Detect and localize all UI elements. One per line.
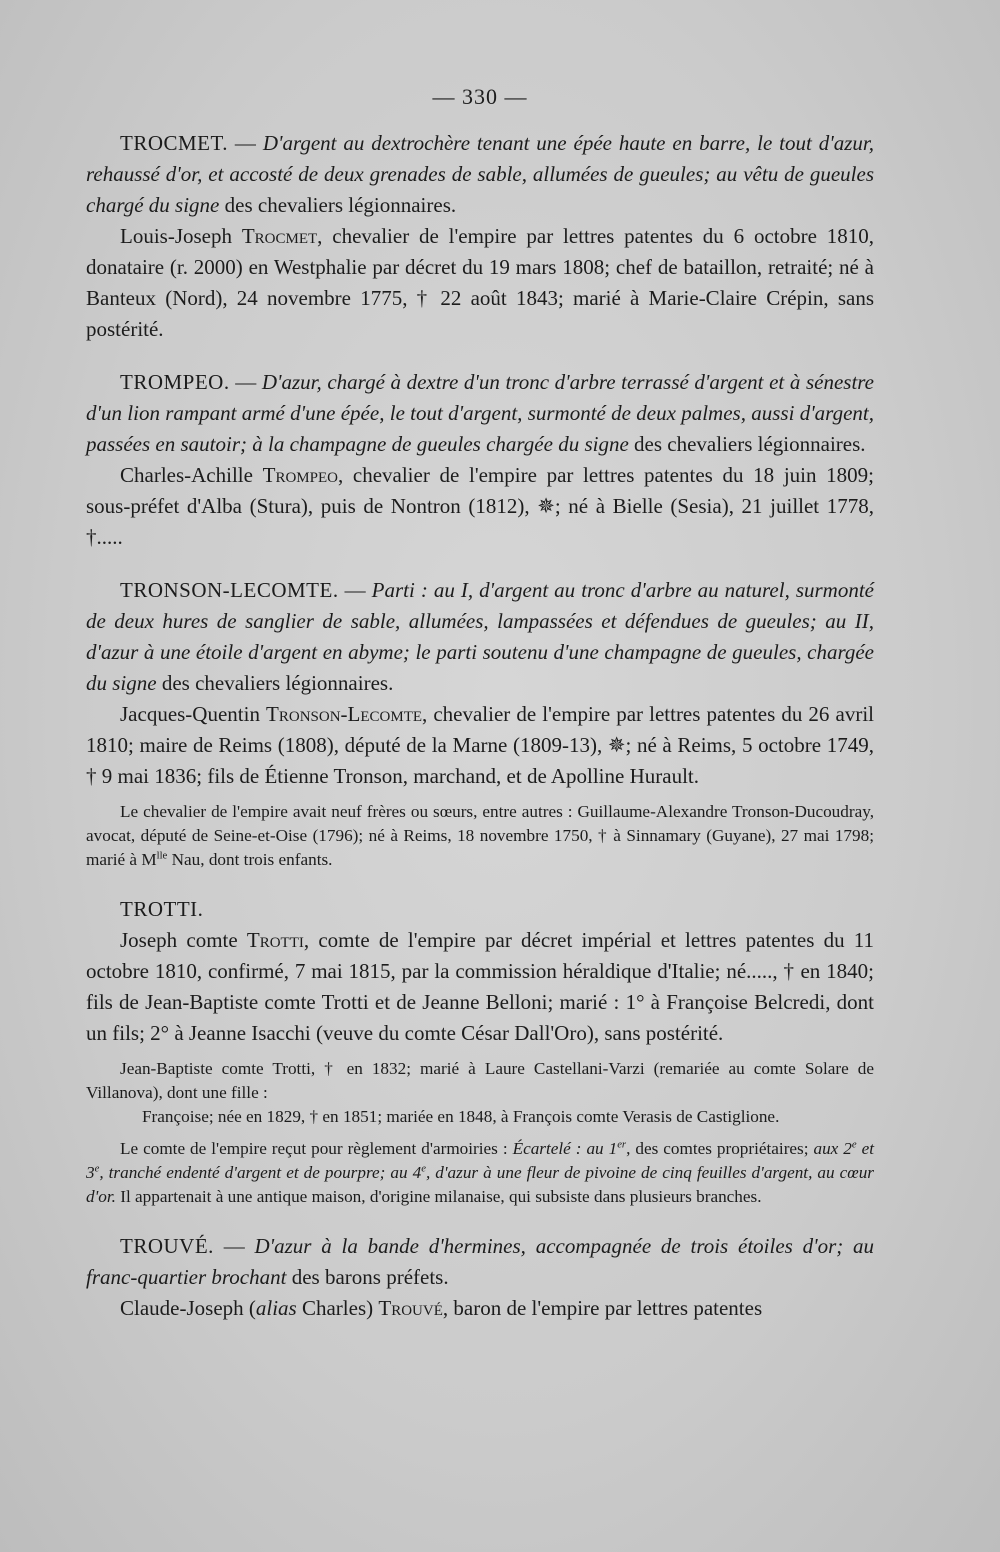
text-run: —: [338, 578, 372, 602]
text-run: Charles-Achille: [120, 463, 263, 487]
text-run: Trouvé: [378, 1296, 443, 1320]
entry-trompeo-bio: [86, 460, 874, 553]
text-run: D'argent au dextrochère tenant une épée haute en barre, le tout d'azur, rehaussé d'or, et accosté de deux grenades de sable, allumées de gueules; au vêtu de gueules chargé du signe: [86, 131, 874, 217]
text-run: Nau, dont trois enfants.: [167, 850, 333, 869]
text-run: e: [94, 1163, 100, 1175]
text-run: , des comtes propriétaires;: [626, 1139, 814, 1158]
text-run: TROUVÉ.: [120, 1234, 214, 1258]
entry-tronson-arms: [86, 575, 874, 699]
text-run: Jacques-Quentin: [120, 702, 267, 726]
text-run: e: [851, 1139, 857, 1151]
text-run: , chevalier de l'empire par lettres patentes du 6 octobre 1810, donataire (r. 2000) en Westphalie par décret du 19 mars 1808; chef de bataillon, retraité; né à Banteux (Nord), 24 novembre 1775, † 22 août 1843; marié à Marie-Claire Crépin, sans postérité.: [86, 224, 874, 341]
text-run: Le comte de l'empire reçut pour règlement d'armoiries :: [120, 1139, 513, 1158]
text-run: Louis-Joseph: [120, 224, 242, 248]
text-run: Françoise; née en 1829, † en 1851; mariée en 1848, à François comte Verasis de Castiglione.: [142, 1107, 780, 1126]
text-run: des barons préfets.: [286, 1265, 449, 1289]
text-run: TROMPEO.: [120, 370, 230, 394]
text-run: Joseph comte: [120, 928, 247, 952]
note-trotti-father: [86, 1057, 874, 1105]
text-run: , tranché endenté d'argent et de pourpre; au 4: [99, 1163, 422, 1182]
text-run: , chevalier de l'empire par lettres patentes du 26 avril 1810; maire de Reims (1808), député de la Marne (1809-13), ✵; né à Reims, 5 octobre 1749, † 9 mai 1836; fils de Étienne Tronson, marchand, et de Apolline Hurault.: [86, 702, 874, 788]
entry-trotti-bio: [86, 925, 874, 1049]
text-run: Parti : au I, d'argent au tronc d'arbre au naturel, surmonté de deux hures de sanglier de sable, allumées, lampassées et défendues de gueules; au II, d'azur à une étoile d'argent en abyme; le parti soutenu d'une champagne de gueules, chargée du signe: [86, 578, 875, 695]
text-run: D'azur, chargé à dextre d'un tronc d'arbre terrassé d'argent et à sénestre d'un lion rampant armé d'une épée, le tout d'argent, surmonté de deux palmes, aussi d'argent, passées en sautoir; à la champagne de gueules chargée du signe: [86, 370, 874, 456]
text-run: et 3: [86, 1139, 874, 1182]
page-number: — 330 —: [432, 84, 528, 109]
entry-tronson-bio: [86, 699, 874, 792]
text-run: , chevalier de l'empire par lettres patentes du 18 juin 1809; sous-préfet d'Alba (Stura), puis de Nontron (1812), ✵; né à Bielle (Sesia), 21 juillet 1778, †.....: [86, 463, 875, 549]
entry-trouve-arms: [86, 1231, 874, 1293]
entry-trompeo-arms: [86, 367, 874, 460]
entry-trocmet-bio: [86, 221, 874, 345]
text-run: D'azur à la bande d'hermines, accompagnée de trois étoiles d'or; au franc-quartier brochant: [86, 1234, 875, 1289]
text-run: —: [213, 1234, 255, 1258]
text-run: Trotti: [246, 928, 304, 952]
text-run: , d'azur à une fleur de pivoine de cinq feuilles d'argent, au cœur d'or.: [86, 1163, 874, 1206]
text-run: Écartelé : au 1: [512, 1139, 618, 1158]
text-run: Claude-Joseph (: [120, 1296, 256, 1320]
text-run: e: [421, 1163, 426, 1175]
entry-trotti-heading: [86, 894, 874, 925]
note-trotti-arms: [86, 1137, 874, 1209]
text-run: aux 2: [813, 1139, 852, 1158]
text-run: TROTTI.: [120, 897, 204, 921]
text-run: Charles): [296, 1296, 379, 1320]
text-run: lle: [156, 850, 168, 862]
text-run: TRONSON-LECOMTE.: [120, 578, 339, 602]
text-run: des chevaliers légionnaires.: [628, 432, 866, 456]
text-run: Le chevalier de l'empire avait neuf frères ou sœurs, entre autres : Guillaume-Alexandre Tronson-Ducoudray, avocat, député de Seine-et-Oise (1796); né à Reims, 18 novembre 1750, † à Sinnamary (Guyane), 27 mai 1798; marié à M: [86, 802, 874, 869]
note-trotti-daughter: [86, 1105, 874, 1129]
text-run: Tronson-Lecomte: [266, 702, 423, 726]
text-run: alias: [255, 1296, 297, 1320]
text-run: Trompeo: [262, 463, 338, 487]
entry-trocmet-arms: [86, 128, 874, 221]
text-run: Jean-Baptiste comte Trotti, † en 1832; marié à Laure Castellani-Varzi (remariée au comte Solare de Villanova), dont une fille :: [86, 1059, 874, 1102]
text-run: , baron de l'empire par lettres patentes: [442, 1296, 763, 1320]
entry-trouve-bio: [86, 1293, 874, 1324]
text-run: des chevaliers légionnaires.: [219, 193, 457, 217]
note-tronson: [86, 800, 874, 872]
text-run: , comte de l'empire par décret impérial et lettres patentes du 11 octobre 1810, confirmé, 7 mai 1815, par la commission héraldique d'Italie; né....., † en 1840; fils de Jean-Baptiste comte Trotti et de Jeanne Belloni; marié : 1° à Françoise Belcredi, dont un fils; 2° à Jeanne Isacchi (veuve du comte César Dall'Oro), sans postérité.: [86, 928, 874, 1045]
text-run: Trocmet: [241, 224, 318, 248]
text-run: des chevaliers légionnaires.: [156, 671, 394, 695]
text-run: er: [617, 1139, 627, 1151]
text-run: —: [229, 370, 262, 394]
text-run: Il appartenait à une antique maison, d'origine milanaise, qui subsiste dans plusieurs branches.: [115, 1187, 762, 1206]
text-run: —: [228, 131, 263, 155]
text-run: TROCMET.: [120, 131, 229, 155]
